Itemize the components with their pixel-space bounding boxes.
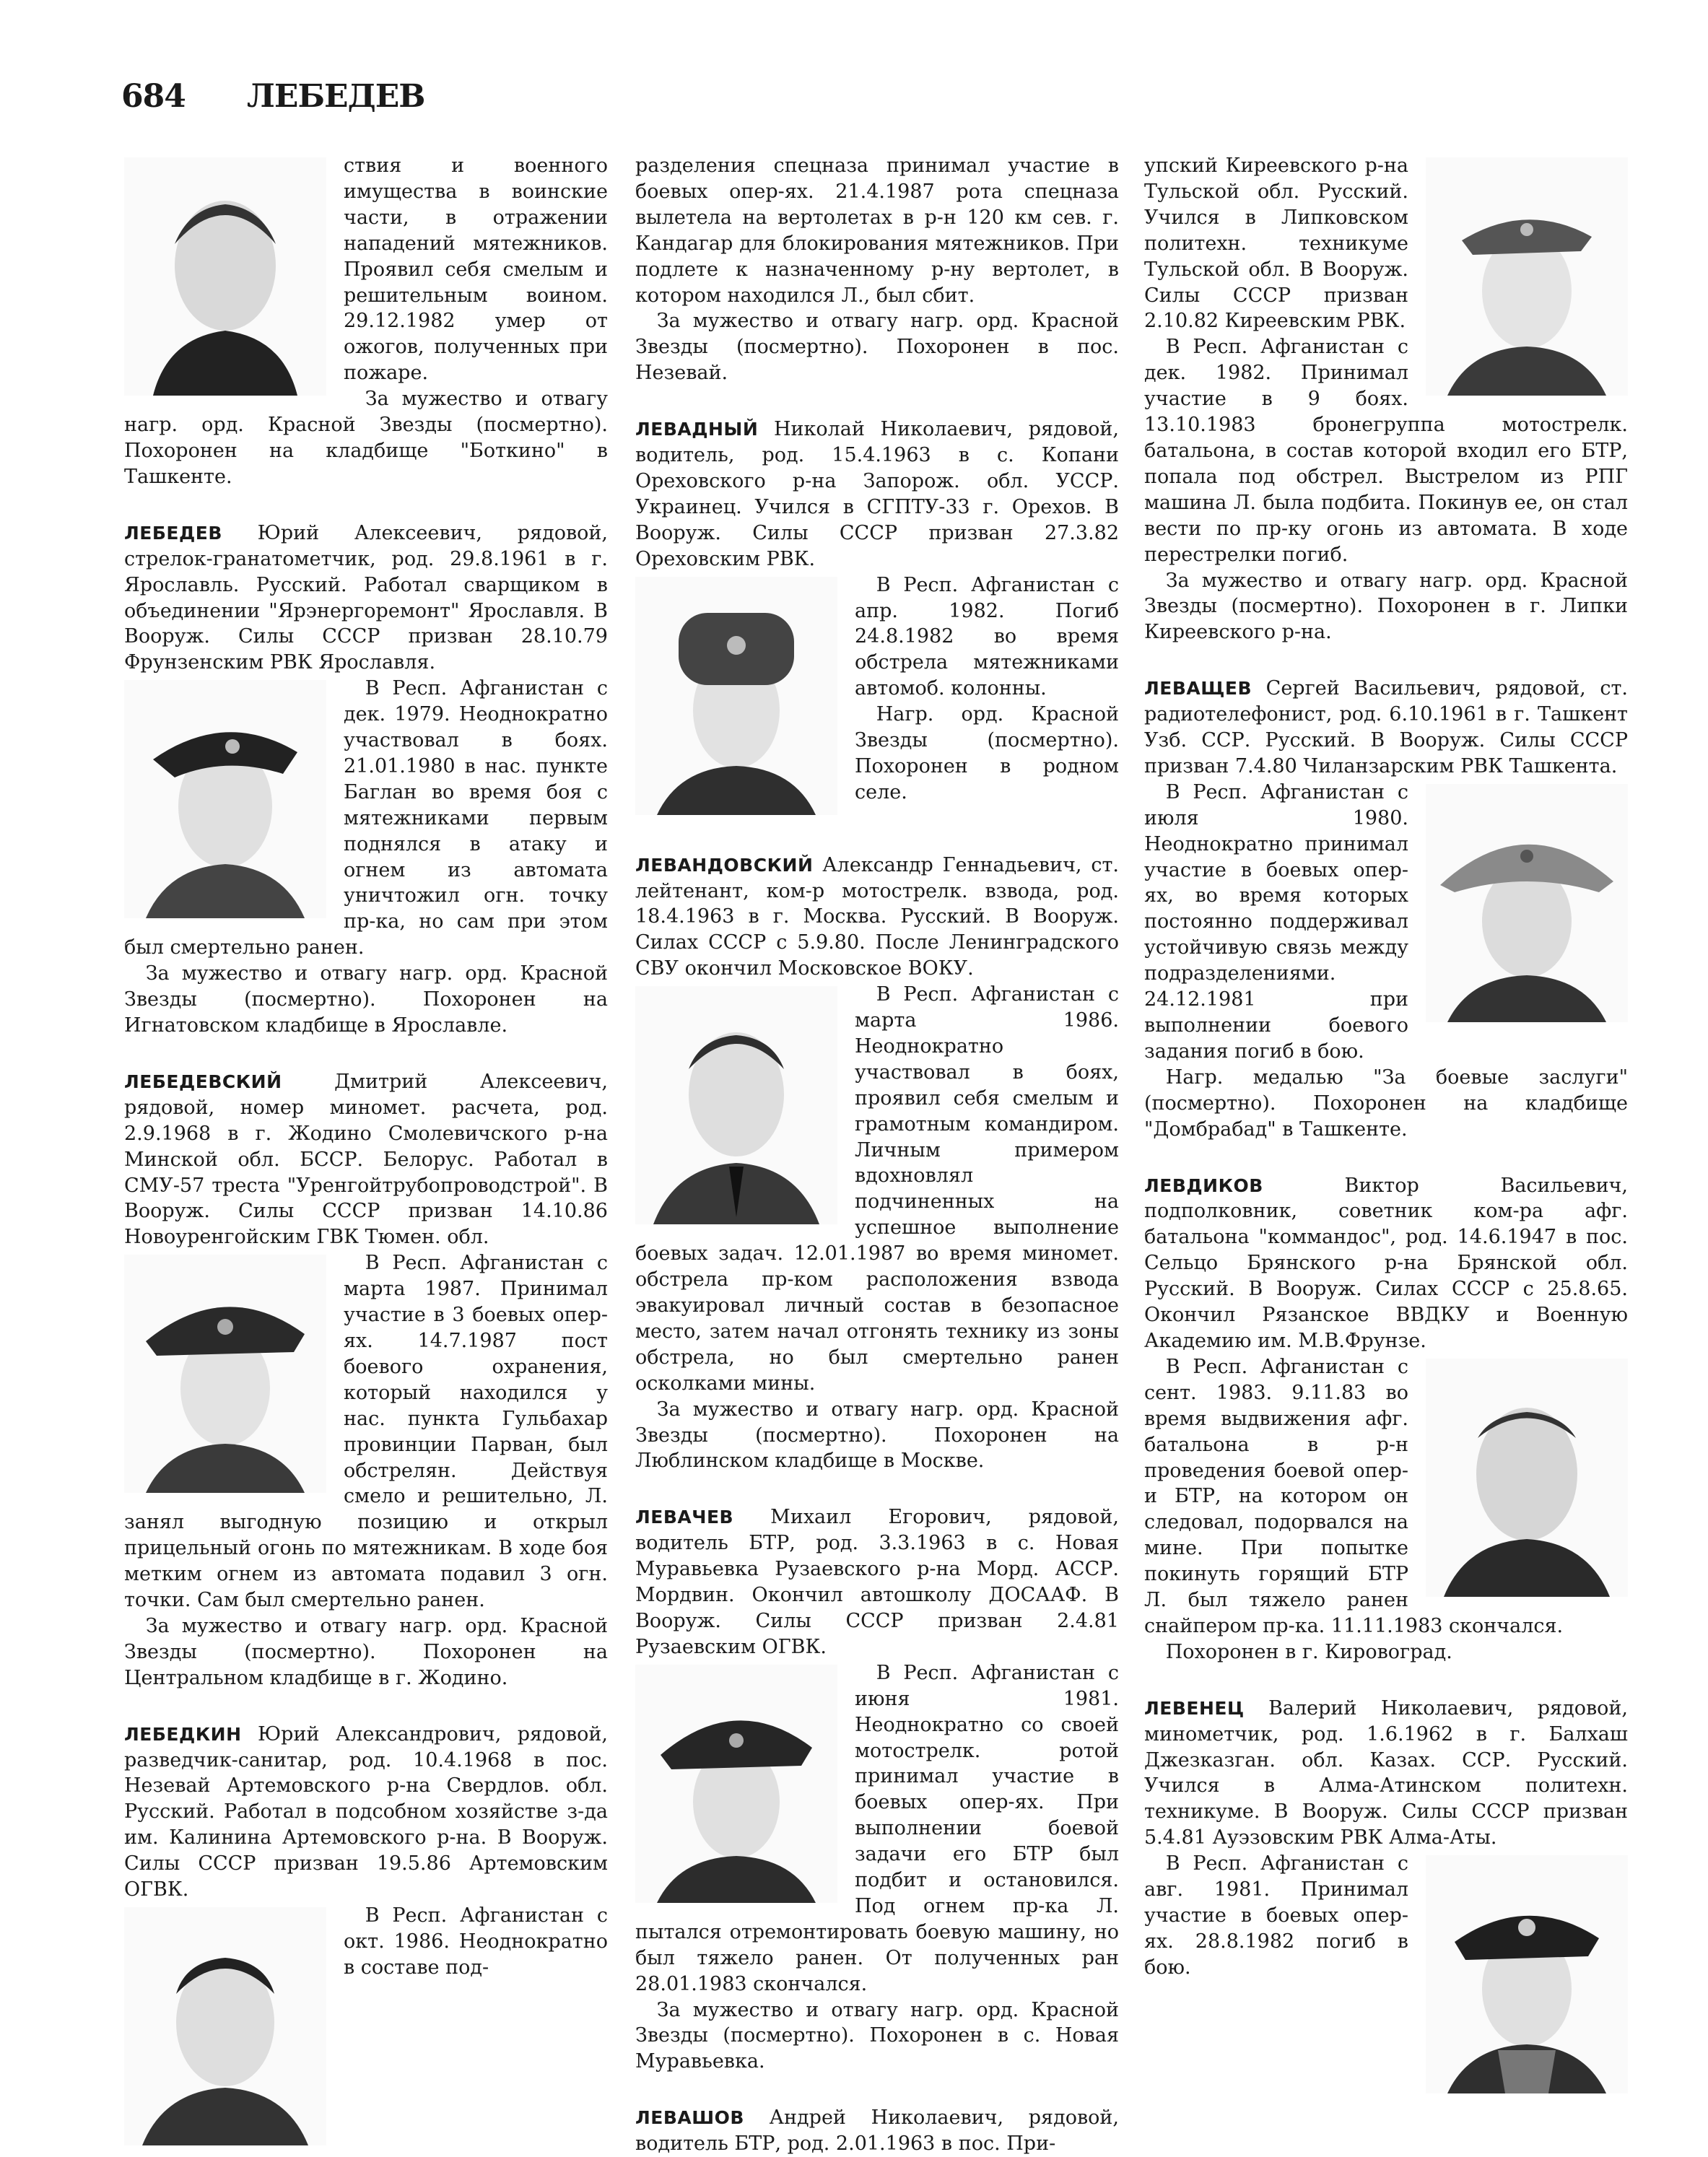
entry-levandovsky	[635, 853, 1119, 1475]
portrait-photo	[1426, 1855, 1628, 2093]
portrait-photo	[124, 157, 326, 396]
running-head: ЛЕБЕДЕВ	[247, 78, 425, 115]
entry-levdikov	[1144, 1173, 1628, 1665]
entry-paragraph: За мужество и отвагу нагр. орд. Красной Звезды (посмертно). Похоронен в пос. Незевай.	[635, 310, 1119, 385]
portrait-photo	[1426, 1359, 1628, 1597]
entry-paragraph: В Респ. Афганистан с дек. 1982. Принимал участие в 9 боях. 13.10.1983 бронегруппа мотострелк. батальона, в состав которой входил его БТР, попала под обстрел. Выстрелом из РПГ машина Л. была подбита. Покинув ее, он стал вести по пр-ку огонь из автомата. В ходе перестрелки погиб.	[1144, 336, 1628, 566]
portrait-photo	[635, 577, 837, 815]
entry-surname: ЛЕВАЧЕВ	[635, 1507, 734, 1528]
column-3	[1144, 153, 1628, 2060]
entry-intro: Андрей Николаевич, рядовой, водитель БТР, род. 2.01.1963 в пос. При-	[635, 2106, 1119, 2156]
entry-paragraph: За мужество и отвагу нагр. орд. Красной Звезды (посмертно). Похоронен на кладбище "Боткино" в Ташкенте.	[124, 388, 608, 488]
entry-surname: ЛЕВАШОВ	[635, 2107, 744, 2129]
column-2	[635, 153, 1119, 2156]
entry-paragraph: В Респ. Афганистан с сент. 1983. 9.11.83 во время выдвижения афг. батальона в р-н проведения боевой опер-и БТР, на котором он следовал, подорвался на мине. При попытке покинуть горящий БТР Л. был тяжело ранен снайпером пр-ка. 11.11.1983 скончался.	[1144, 1355, 1564, 1637]
entry-levashov	[635, 2105, 1119, 2157]
entry-paragraph: За мужество и отвагу нагр. орд. Красной Звезды (посмертно). Похоронен в г. Липки Киреевского р-на.	[1144, 569, 1628, 644]
entry-surname: ЛЕВЕНЕЦ	[1144, 1697, 1245, 1719]
entry-paragraph: В Респ. Афганистан с окт. 1986. Неоднократно в составе под-	[344, 1904, 608, 1979]
portrait-photo	[124, 680, 326, 918]
entry-lebedev	[124, 520, 608, 1039]
entry-surname: ЛЕБЕДКИН	[124, 1723, 242, 1745]
entry-paragraph: В Респ. Афганистан с июля 1980. Неоднократно принимал участие в боевых опер-ях, во время которых постоянно поддерживал устойчивую связь между подразделениями. 24.12.1981 при выполнении боевого задания погиб в бою.	[1144, 780, 1408, 1063]
portrait-photo	[124, 1907, 326, 2145]
entry-paragraph: За мужество и отвагу нагр. орд. Красной Звезды (посмертно). Похоронен в с. Новая Муравьевка.	[635, 1998, 1119, 2073]
entry-paragraph: За мужество и отвагу нагр. орд. Красной Звезды (посмертно). Похоронен на Игнатовском кладбище в Ярославле.	[124, 962, 608, 1037]
entry-paragraph: В Респ. Афганистан с марта 1986. Неоднократно участвовал в боях, проявил себя смелым и грамотным командиром. Личным примером вдохновлял подчиненных на успешное выполнение боевых задач. 12.01.1987 во время миномет. обстрела пр-ком расположения взвода эвакуировал личный состав в безопасное место, затем начал отгонять технику из зоны обстрела, но был смертельно ранен осколками мины.	[635, 983, 1119, 1395]
entry-paragraph: В Респ. Афганистан с дек. 1979. Неоднократно участвовал в боях. 21.01.1980 в нас. пункте Баглан во время боя с мятежниками первым поднялся в атаку и огнем из автомата уничтожил огн. точку пр-ка, но сам при этом был смертельно ранен.	[124, 677, 608, 959]
entry-surname: ЛЕБЕДЕВ	[124, 522, 222, 544]
entry-surname: ЛЕВАНДОВСКИЙ	[635, 854, 814, 876]
entry-intro: Валерий Николаевич, рядовой, минометчик, род. 1.6.1962 в г. Балхаш Джезказган. обл. Казах. ССР. Русский. Учился в Алма-Атинском политехн. техникуме. В Вооруж. Силы СССР призван 5.4.81 Ауэзовским РВК Алма-Аты.	[1144, 1696, 1628, 1849]
page-number: 684	[121, 78, 186, 115]
entry-surname: ЛЕВАДНЫЙ	[635, 419, 759, 440]
entry-intro: Николай Николаевич, рядовой, водитель, род. 15.4.1963 в с. Копани Ореховского р-на Запорож. обл. УССР. Украинец. Учился в СГПТУ-33 г. Орехов. В Вооруж. Силы СССР призван 27.3.82 Ореховским РВК.	[635, 418, 1119, 570]
entry-paragraph: В Респ. Афганистан с марта 1987. Принимал участие в 3 боевых опер-ях. 14.7.1987 пост боевого охранения, который находился у нас. пункта Гульбахар провинции Парван, был обстрелян. Действуя смело и решительно, Л. занял выгодную позицию и открыл прицельный огонь по мятежникам. В ходе боя метким огнем из автомата подавил 3 огн. точки. Сам был смертельно ранен.	[124, 1252, 608, 1612]
entry-continued	[1144, 153, 1628, 645]
entry-paragraph: В Респ. Афганистан с июня 1981. Неоднократно со своей мотострелк. ротой принимал участие в боевых опер-ях. При выполнении боевой задачи его БТР был подбит и остановился. Под огнем пр-ка Л. пытался отремонтировать боевую машину, но был тяжело ранен. От полученных ран 28.01.1983 скончался.	[635, 1661, 1119, 1995]
entry-intro: Юрий Александрович, рядовой, разведчик-санитар, род. 10.4.1968 в пос. Незевай Артемовского р-на Свердлов. обл. Русский. Работал в подсобном хозяйстве з-да им. Калинина Артемовского р-на. В Вооруж. Силы СССР призван 19.5.86 Артемовским ОГВК.	[124, 1722, 608, 1901]
entry-lebedkin	[124, 1722, 608, 2153]
entry-paragraph: упский Киреевского р-на Тульской обл. Русский. Учился в Липковском политехн. техникуме Тульской обл. В Вооруж. Силы СССР призван 2.10.82 Киреевским РВК.	[1144, 154, 1408, 333]
entry-paragraph: Похоронен в г. Кировоград.	[1165, 1640, 1452, 1663]
entry-paragraph: Нагр. медалью "За боевые заслуги" (посмертно). Похоронен на кладбище "Домбрабад" в Ташкенте.	[1144, 1066, 1628, 1141]
column-1	[124, 153, 608, 2060]
entry-levashchev	[1144, 676, 1628, 1142]
entry-lebedevsky	[124, 1069, 608, 1691]
portrait-photo	[1426, 784, 1628, 1022]
portrait-photo	[635, 986, 837, 1224]
entry-levenets	[1144, 1696, 1628, 2101]
entry-paragraph: ствия и военного имущества в воинские части, в отражении нападений мятежников. Проявил себя смелым и решительным воином. 29.12.1982 умер от ожогов, полученных при пожаре.	[344, 154, 608, 385]
portrait-photo	[1426, 157, 1628, 396]
entry-intro: Михаил Егорович, рядовой, водитель БТР, род. 3.3.1963 в с. Новая Муравьевка Рузаевского р-на Морд. АССР. Мордвин. Окончил автошколу ДОСААФ. В Вооруж. Силы СССР призван 2.4.81 Рузаевским ОГВК.	[635, 1506, 1119, 1658]
portrait-photo	[124, 1255, 326, 1493]
entry-paragraph: разделения спецназа принимал участие в боевых опер-ях. 21.4.1987 рота спецназа вылетела на вертолетах в р-н 120 км сев. г. Кандагар для блокирования мятежников. При подлете к назначенному р-ну вертолет, в котором находился Л., был сбит.	[635, 154, 1119, 307]
entry-intro: Сергей Васильевич, рядовой, ст. радиотелефонист, род. 6.10.1961 в г. Ташкент Узб. ССР. Русский. В Вооруж. Силы СССР призван 7.4.80 Чиланзарским РВК Ташкента.	[1144, 677, 1628, 777]
entry-surname: ЛЕБЕДЕВСКИЙ	[124, 1071, 282, 1092]
entry-intro: Виктор Васильевич, подполковник, советник ком-ра афг. батальона "коммандос", род. 14.6.1947 в пос. Сельцо Брянского р-на Брянской обл. Русский. В Вооруж. Силах СССР с 25.8.65. Окончил Рязанское ВВДКУ и Военную Академию им. М.В.Фрунзе.	[1144, 1174, 1628, 1352]
entry-intro: Александр Геннадьевич, ст. лейтенант, ком-р мотострелк. взвода, род. 18.4.1963 в г. Москва. Русский. В Вооруж. Силах СССР с 5.9.80. После Ленинградского СВУ окончил Московское ВОКУ.	[635, 853, 1119, 980]
entry-paragraph: В Респ. Афганистан с авг. 1981. Принимал участие в боевых опер-ях. 28.8.1982 погиб в бою.	[1144, 1852, 1408, 1979]
entry-paragraph: Нагр. орд. Красной Звезды (посмертно). Похоронен в родном селе.	[855, 703, 1119, 803]
entry-intro: Юрий Алексеевич, рядовой, стрелок-гранатометчик, род. 29.8.1961 в г. Ярославль. Русский. Работал сварщиком в объединении "Ярэнергоремонт" Ярославля. В Вооруж. Силы СССР призван 28.10.79 Фрунзенским РВК Ярославля.	[124, 521, 608, 674]
entry-continued	[635, 153, 1119, 386]
portrait-photo	[635, 1665, 837, 1903]
entry-paragraph: В Респ. Афганистан с апр. 1982. Погиб 24.8.1982 во время обстрела мятежниками автомоб. колонны.	[855, 573, 1119, 700]
entry-levadny	[635, 417, 1119, 822]
entry-continued	[124, 153, 608, 490]
entry-levachev	[635, 1504, 1119, 2075]
entry-intro: Дмитрий Алексеевич, рядовой, номер миномет. расчета, род. 2.9.1968 в г. Жодино Смолевичского р-на Минской обл. БССР. Белорус. Работал в СМУ-57 треста "Уренгойтрубопроводстрой". В Вооруж. Силы СССР призван 14.10.86 Новоуренгойским ГВК Тюмен. обл.	[124, 1070, 608, 1249]
entry-surname: ЛЕВДИКОВ	[1144, 1175, 1263, 1196]
entry-paragraph: За мужество и отвагу нагр. орд. Красной Звезды (посмертно). Похоронен на Люблинском кладбище в Москве.	[635, 1398, 1119, 1473]
entry-paragraph: За мужество и отвагу нагр. орд. Красной Звезды (посмертно). Похоронен на Центральном кладбище в г. Жодино.	[124, 1614, 608, 1689]
entry-surname: ЛЕВАЩЕВ	[1144, 678, 1252, 700]
